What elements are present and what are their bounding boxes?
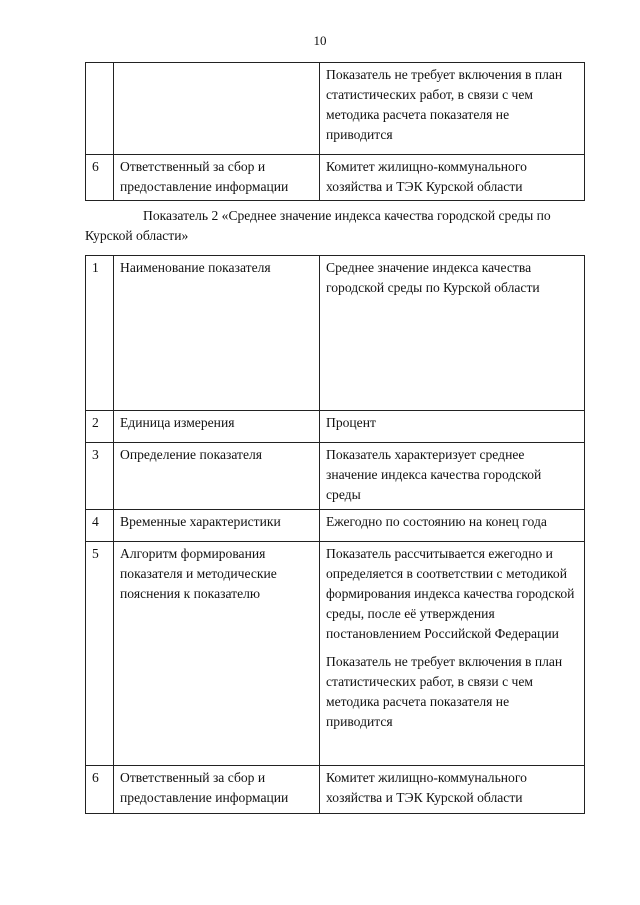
row-number: 4 [86, 510, 114, 542]
row-value: Ежегодно по состоянию на конец года [320, 510, 585, 542]
row-value: Комитет жилищно-коммунального хозяйства и ТЭК Курской области [320, 155, 585, 201]
row-number: 2 [86, 411, 114, 443]
row-value-note: Показатель не требует включения в план статистических работ, в связи с чем методика расчета показателя не приводится [326, 654, 563, 729]
row-value: Среднее значение индекса качества городской среды по Курской области [320, 256, 585, 411]
row-value-cell [320, 542, 585, 766]
indicator-1-continuation-table [85, 62, 585, 201]
table-row [86, 443, 585, 510]
row-label: Определение показателя [114, 443, 320, 510]
row-value: Показатель рассчитывается ежегодно и определяется в соответствии с методикой формирования индекса качества городской среды, после её утверждения постановлением Российской Федерации [326, 546, 575, 641]
row-label: Алгоритм формирования показателя и методические пояснения к показателю [114, 542, 320, 766]
row-value: Показатель не требует включения в план статистических работ, в связи с чем методика расчета показателя не приводится [320, 63, 585, 155]
page-number: 10 [313, 33, 327, 48]
row-number: 5 [86, 542, 114, 766]
table-row [86, 542, 585, 766]
row-label: Временные характеристики [114, 510, 320, 542]
table-row [86, 63, 585, 155]
row-value: Показатель характеризует среднее значение индекса качества городской среды [320, 443, 585, 510]
row-value: Комитет жилищно-коммунального хозяйства и ТЭК Курской области [320, 766, 585, 814]
row-number: 3 [86, 443, 114, 510]
table-row [86, 510, 585, 542]
row-number [86, 63, 114, 155]
row-label: Ответственный за сбор и предоставление информации [114, 155, 320, 201]
row-label: Ответственный за сбор и предоставление информации [114, 766, 320, 814]
row-label [114, 63, 320, 155]
indicator-2-caption: Показатель 2 «Среднее значение индекса качества городской среды по Курской области» [85, 208, 551, 243]
table-row [86, 256, 585, 411]
indicator-2-table [85, 255, 585, 814]
row-value: Процент [320, 411, 585, 443]
row-number: 1 [86, 256, 114, 411]
row-label: Наименование показателя [114, 256, 320, 411]
row-label: Единица измерения [114, 411, 320, 443]
row-number: 6 [86, 766, 114, 814]
table-row [86, 155, 585, 201]
table-row [86, 766, 585, 814]
row-number: 6 [86, 155, 114, 201]
table-row [86, 411, 585, 443]
